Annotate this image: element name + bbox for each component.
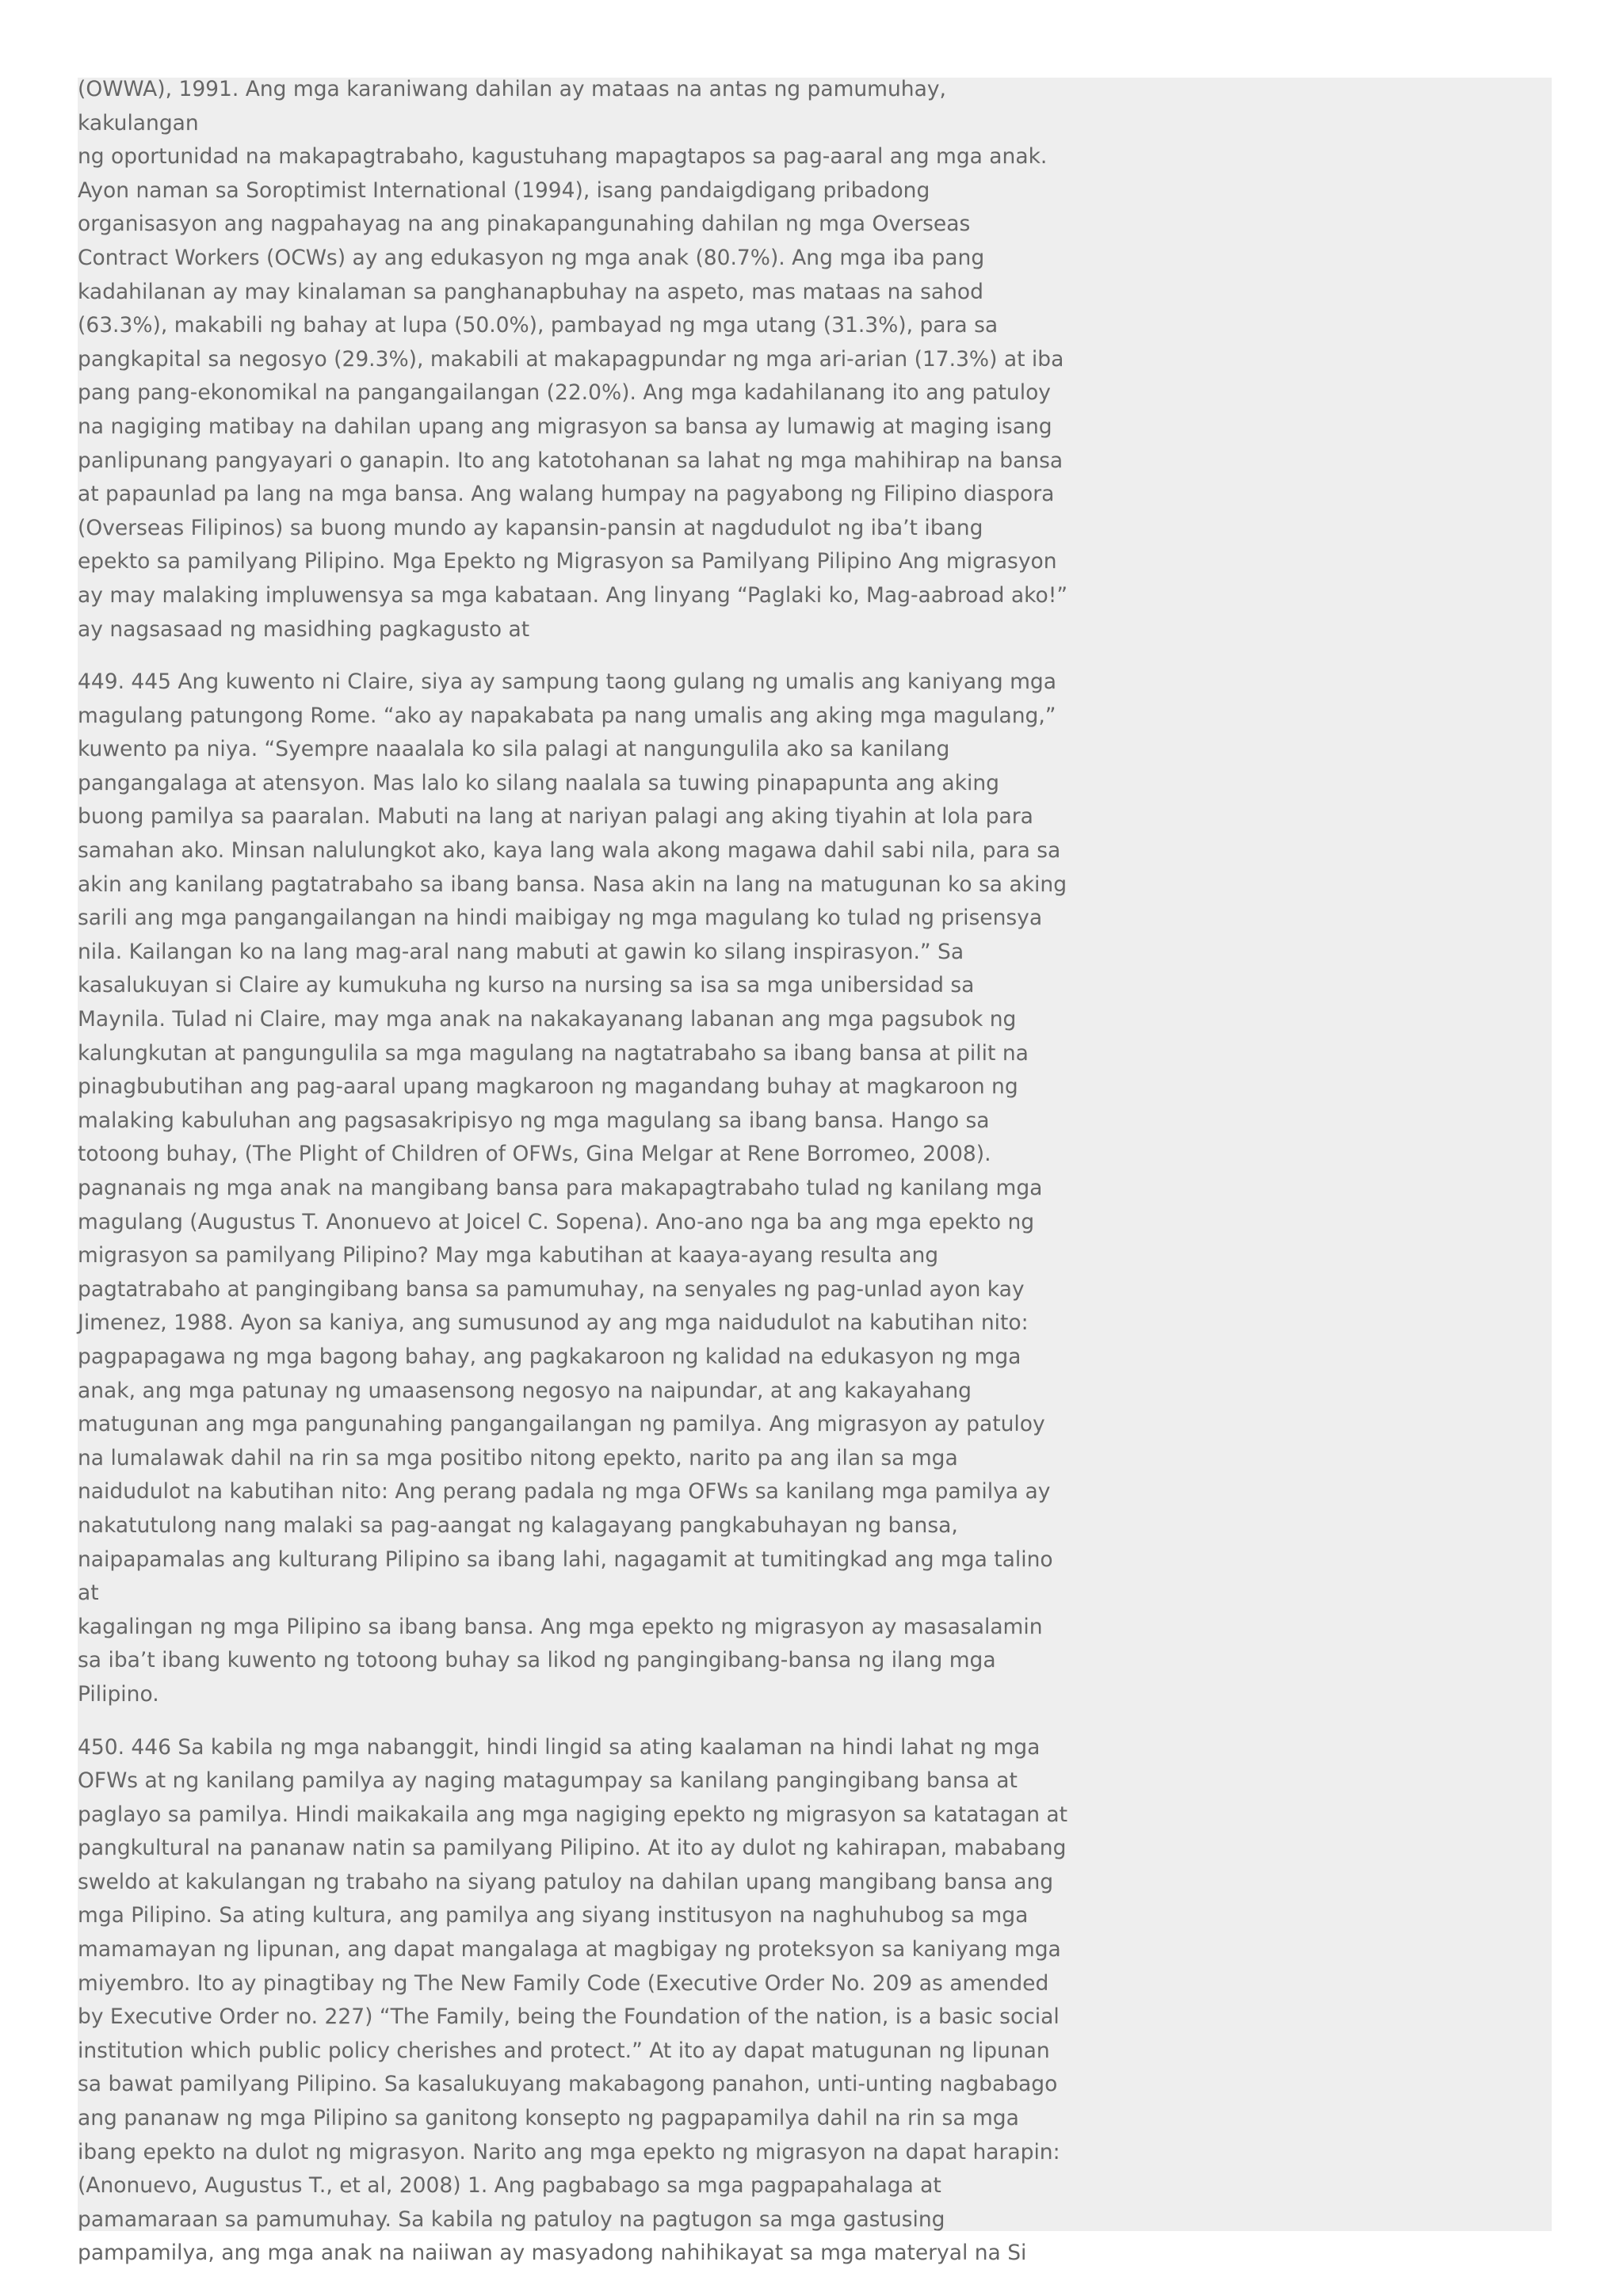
paragraph-claire-story: 449. 445 Ang kuwento ni Claire, siya ay sampung taong gulang ng umalis ang kaniyang mga magulang patungong Rome. “ako ay napakabata pa nang umalis ang aking mga magulang,” kuwento pa niya. “Syempre naaalala ko sila palagi at nangungulila ako sa kanilang pangangalaga at atensyon. Mas lalo ko silang naalala sa tuwing pinapapunta ang aking buong pamilya sa paaralan. Mabuti na lang at nariyan palagi ang aking tiyahin at lola para samahan ako. Minsan nalulungkot ako, kaya lang wala akong magawa dahil sabi nila, para sa akin ang kanilang pagtatrabaho sa ibang bansa. Nasa akin na lang na matugunan ko sa aking sarili ang mga pangangailangan na hindi maibigay ng mga magulang ko tulad ng prisensya nila. Kailangan ko na lang mag-aral nang mabuti at gawin ko silang inspirasyon.” Sa kasalukuyan si Claire ay kumukuha ng kurso na nursing sa isa sa mga unibersidad sa Maynila. Tulad ni Claire, may mga anak na nakakayanang labanan ang mga pagsubok ng kalungkutan at pangungulila sa mga magulang na nagtatrabaho sa ibang bansa at pilit na pinagbubutihan ang pag-aaral upang magkaroon ng magandang buhay at magkaroon ng malaking kabuluhan ang pagsasakripisyo ng mga magulang sa ibang bansa. Hango sa totoong buhay, (The Plight of Children of OFWs, Gina Melgar at Rene Borromeo, 2008). pagnanais ng mga anak na mangibang bansa para makapagtrabaho tulad ng kanilang mga magulang (Augustus T. Anonuevo at Joicel C. Sopena). Ano-ano nga ba ang mga epekto ng migrasyon sa pamilyang Pilipino? May mga kabutihan at kaaya-ayang resulta ang pagtatrabaho at pangingibang bansa sa pamumuhay, na senyales ng pag-unlad ayon kay Jimenez, 1988. Ayon sa kaniya, ang sumusunod ay ang mga naidudulot na kabutihan nito: pagpapagawa ng mga bagong bahay, ang pagkakaroon ng kalidad na edukasyon ng mga anak, ang mga patunay ng umaasensong negosyo na naipundar, at ang kakayahang matugunan ang mga pangunahing pangangailangan ng pamilya. Ang migrasyon ay patuloy na lumalawak dahil na rin sa mga positibo nitong epekto, narito pa ang ilan sa mga naidudulot na kabutihan nito: Ang perang padala ng mga OFWs sa kanilang mga pamilya ay nakatutulong nang malaki sa pag-aangat ng kalagayang pangkabuhayan ng bansa, naipapamalas ang kulturang Pilipino sa ibang lahi, nagagamit at tumitingkad ang mga talino at kagalingan ng mga Pilipino sa ibang bansa. Ang mga epekto ng migrasyon ay masasalamin sa iba’t ibang kuwento ng totoong buhay sa likod ng pangingibang-bansa ng ilang mga Pilipino. bbox=[78, 669, 1067, 1707]
paragraph-owwa-reasons: (OWWA), 1991. Ang mga karaniwang dahilan ay mataas na antas ng pamumuhay, kakulangan ng oportunidad na makapagtrabaho, kagustuhang mapagtapos sa pag-aaral ang mga anak. Ayon naman sa Soroptimist International (1994), isang pandaigdigang pribadong organisasyon ang nagpahayag na ang pinakapangunahing dahilan ng mga Overseas Contract Workers (OCWs) ay ang edukasyon ng mga anak (80.7%). Ang mga iba pang kadahilanan ay may kinalaman sa panghanapbuhay na aspeto, mas mataas na sahod (63.3%), makabili ng bahay at lupa (50.0%), pambayad ng mga utang (31.3%), para sa pangkapital sa negosyo (29.3%), makabili at makapagpundar ng mga ari-arian (17.3%) at iba pang pang-ekonomikal na pangangailangan (22.0%). Ang mga kadahilanang ito ang patuloy na nagiging matibay na dahilan upang ang migrasyon sa bansa ay lumawig at maging isang panlipunang pangyayari o ganapin. Ito ang katotohanan sa lahat ng mga mahihirap na bansa at papaunlad pa lang na mga bansa. Ang walang humpay na pagyabong ng Filipino diaspora (Overseas Filipinos) sa buong mundo ay kapansin-pansin at nagdudulot ng iba’t ibang epekto sa pamilyang Pilipino. Mga Epekto ng Migrasyon sa Pamilyang Pilipino Ang migrasyon ay may malaking impluwensya sa mga kabataan. Ang linyang “Paglaki ko, Mag-aabroad ako!” ay nagsasaad ng masidhing pagkagusto at bbox=[78, 77, 1068, 642]
document-body bbox=[78, 73, 1068, 2290]
paragraph-migration-effects: 450. 446 Sa kabila ng mga nabanggit, hindi lingid sa ating kaalaman na hindi lahat ng mga OFWs at ng kanilang pamilya ay naging matagumpay sa kanilang pangingibang bansa at paglayo sa pamilya. Hindi maikakaila ang mga nagiging epekto ng migrasyon sa katatagan at pangkultural na pananaw natin sa pamilyang Pilipino. At ito ay dulot ng kahirapan, mababang sweldo at kakulangan ng trabaho na siyang patuloy na dahilan upang mangibang bansa ang mga Pilipino. Sa ating kultura, ang pamilya ang siyang institusyon na naghuhubog sa mga mamamayan ng lipunan, ang dapat mangalaga at magbigay ng proteksyon sa kaniyang mga miyembro. Ito ay pinagtibay ng The New Family Code (Executive Order No. 209 as amended by Executive Order no. 227) “The Family, being the Foundation of the nation, is a basic social institution which public policy cherishes and protect.” At ito ay dapat matugunan ng lipunan sa bawat pamilyang Pilipino. Sa kasalukuyang makabagong panahon, unti-unting nagbabago ang pananaw ng mga Pilipino sa ganitong konsepto ng pagpapamilya dahil na rin sa mga ibang epekto na dulot ng migrasyon. Narito ang mga epekto ng migrasyon na dapat harapin: (Anonuevo, Augustus T., et al, 2008) 1. Ang pagbabago sa mga pagpapahalaga at pamamaraan sa pamumuhay. Sa kabila ng patuloy na pagtugon sa mga gastusing pampamilya, ang mga anak na naiiwan ay masyadong nahihikayat sa mga materyal na Si bbox=[78, 1734, 1068, 2266]
